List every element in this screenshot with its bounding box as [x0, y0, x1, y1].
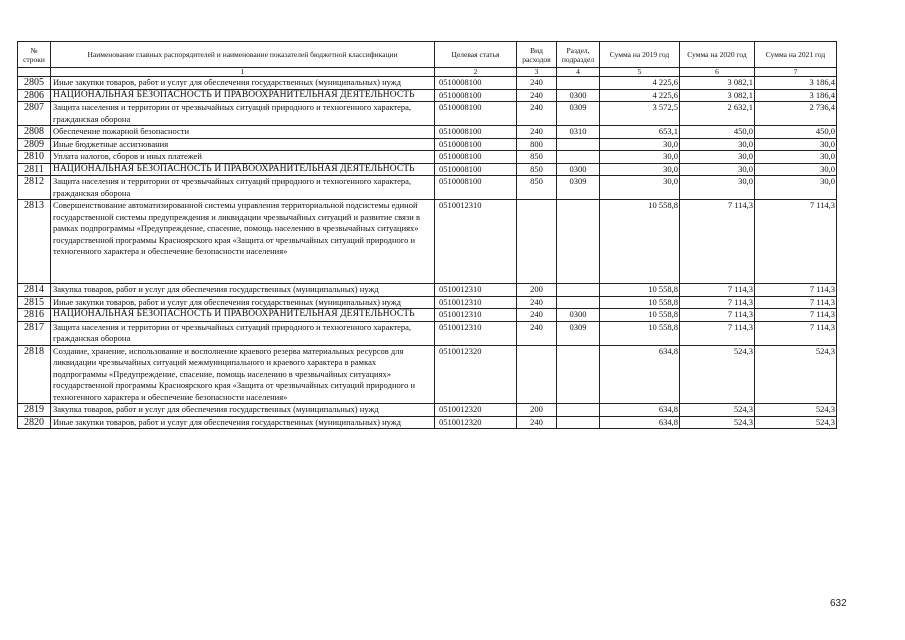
column-number: 3	[517, 68, 557, 77]
row-sum-2019: 4 225,6	[600, 89, 680, 102]
row-target-article: 0510008100	[435, 126, 517, 139]
row-expense-type: 240	[517, 102, 557, 126]
row-sum-2019: 10 558,8	[600, 309, 680, 322]
row-expense-type: 240	[517, 77, 557, 90]
row-target-article: 0510012320	[435, 345, 517, 404]
row-name: Уплата налогов, сборов и иных платежей	[51, 151, 435, 164]
row-section	[557, 138, 600, 151]
row-sum-2019: 10 558,8	[600, 200, 680, 284]
row-name: Защита населения и территории от чрезвычайных ситуаций природного и техногенного характера, гражданская оборона	[51, 102, 435, 126]
row-number: 2816	[18, 309, 51, 322]
table-row	[18, 176, 837, 200]
header-sum-2020: Сумма на 2020 год	[680, 42, 755, 68]
row-sum-2019: 10 558,8	[600, 284, 680, 297]
row-expense-type: 200	[517, 284, 557, 297]
row-name: Иные закупки товаров, работ и услуг для обеспечения государственных (муниципальных) нужд	[51, 416, 435, 429]
row-section	[557, 77, 600, 90]
row-section	[557, 345, 600, 404]
table-row	[18, 321, 837, 345]
row-sum-2020: 7 114,3	[680, 284, 755, 297]
row-target-article: 0510008100	[435, 102, 517, 126]
row-section: 0309	[557, 176, 600, 200]
row-number: 2807	[18, 102, 51, 126]
row-expense-type: 240	[517, 126, 557, 139]
row-sum-2019: 30,0	[600, 176, 680, 200]
row-name: Обеспечение пожарной безопасности	[51, 126, 435, 139]
row-sum-2019: 30,0	[600, 163, 680, 176]
table-row	[18, 151, 837, 164]
row-number: 2815	[18, 296, 51, 309]
row-number: 2812	[18, 176, 51, 200]
row-sum-2020: 30,0	[680, 163, 755, 176]
column-numbers-row	[18, 68, 837, 77]
row-sum-2021: 524,3	[755, 345, 837, 404]
row-name: Защита населения и территории от чрезвычайных ситуаций природного и техногенного характера, гражданская оборона	[51, 321, 435, 345]
row-target-article: 0510008100	[435, 176, 517, 200]
row-section: 0310	[557, 126, 600, 139]
table-row	[18, 102, 837, 126]
table-body	[18, 77, 837, 429]
row-expense-type	[517, 345, 557, 404]
row-name: Защита населения и территории от чрезвычайных ситуаций природного и техногенного характера, гражданская оборона	[51, 176, 435, 200]
row-target-article: 0510008100	[435, 89, 517, 102]
table-row	[18, 200, 837, 284]
table-row	[18, 126, 837, 139]
row-sum-2019: 10 558,8	[600, 296, 680, 309]
row-number: 2813	[18, 200, 51, 284]
row-section	[557, 296, 600, 309]
row-section	[557, 284, 600, 297]
row-expense-type: 240	[517, 321, 557, 345]
row-sum-2020: 30,0	[680, 151, 755, 164]
row-sum-2021: 3 186,4	[755, 89, 837, 102]
row-sum-2021: 7 114,3	[755, 296, 837, 309]
column-number: 6	[680, 68, 755, 77]
row-sum-2020: 3 082,1	[680, 89, 755, 102]
header-vid: Вид расходов	[517, 42, 557, 68]
row-sum-2019: 634,8	[600, 404, 680, 417]
row-section: 0300	[557, 163, 600, 176]
table-row	[18, 416, 837, 429]
table-row	[18, 296, 837, 309]
row-sum-2019: 30,0	[600, 151, 680, 164]
row-number: 2817	[18, 321, 51, 345]
row-number: 2820	[18, 416, 51, 429]
column-number: 2	[435, 68, 517, 77]
row-expense-type: 850	[517, 176, 557, 200]
row-sum-2020: 7 114,3	[680, 296, 755, 309]
row-section: 0309	[557, 321, 600, 345]
row-sum-2019: 634,8	[600, 416, 680, 429]
row-sum-2021: 450,0	[755, 126, 837, 139]
row-name: Иные бюджетные ассигнования	[51, 138, 435, 151]
row-expense-type: 240	[517, 416, 557, 429]
row-section: 0300	[557, 309, 600, 322]
row-sum-2021: 30,0	[755, 138, 837, 151]
row-sum-2019: 3 572,5	[600, 102, 680, 126]
row-target-article: 0510012310	[435, 321, 517, 345]
budget-table	[17, 41, 837, 429]
row-sum-2019: 634,8	[600, 345, 680, 404]
row-name: Иные закупки товаров, работ и услуг для обеспечения государственных (муниципальных) нужд	[51, 77, 435, 90]
row-number: 2809	[18, 138, 51, 151]
row-expense-type: 240	[517, 309, 557, 322]
row-name: Закупка товаров, работ и услуг для обеспечения государственных (муниципальных) нужд	[51, 284, 435, 297]
column-number	[18, 68, 51, 77]
row-name: Иные закупки товаров, работ и услуг для обеспечения государственных (муниципальных) нужд	[51, 296, 435, 309]
row-sum-2020: 30,0	[680, 176, 755, 200]
row-number: 2811	[18, 163, 51, 176]
row-sum-2019: 653,1	[600, 126, 680, 139]
row-section	[557, 200, 600, 284]
row-name: Закупка товаров, работ и услуг для обеспечения государственных (муниципальных) нужд	[51, 404, 435, 417]
row-sum-2020: 524,3	[680, 404, 755, 417]
row-expense-type: 200	[517, 404, 557, 417]
table-row	[18, 77, 837, 90]
row-expense-type: 850	[517, 163, 557, 176]
row-sum-2021: 7 114,3	[755, 284, 837, 297]
row-target-article: 0510012320	[435, 404, 517, 417]
row-name: Совершенствование автоматизированной системы управления территориальной подсистемы единой государственной системы предупреждения и ликвидации чрезвычайных ситуаций и развитие связи в рамках подпрограммы «Предупреждение, спасение, помощь населению в чрезвычайных ситуациях» государственной программы Красноярского края «Защита от чрезвычайных ситуаций природного и техногенного характера и обеспечение безопасности населения»	[51, 200, 435, 284]
column-number: 7	[755, 68, 837, 77]
row-sum-2020: 2 632,1	[680, 102, 755, 126]
table-row	[18, 138, 837, 151]
row-target-article: 0510008100	[435, 151, 517, 164]
row-number: 2814	[18, 284, 51, 297]
row-section	[557, 416, 600, 429]
row-section: 0309	[557, 102, 600, 126]
row-name: НАЦИОНАЛЬНАЯ БЕЗОПАСНОСТЬ И ПРАВООХРАНИТЕЛЬНАЯ ДЕЯТЕЛЬНОСТЬ	[51, 163, 435, 176]
row-name: НАЦИОНАЛЬНАЯ БЕЗОПАСНОСТЬ И ПРАВООХРАНИТЕЛЬНАЯ ДЕЯТЕЛЬНОСТЬ	[51, 309, 435, 322]
row-target-article: 0510012310	[435, 200, 517, 284]
column-number: 4	[557, 68, 600, 77]
header-row	[18, 42, 837, 68]
row-target-article: 0510008100	[435, 77, 517, 90]
row-section	[557, 151, 600, 164]
row-sum-2020: 30,0	[680, 138, 755, 151]
row-expense-type: 850	[517, 151, 557, 164]
header-name: Наименование главных распорядителей и наименование показателей бюджетной классификации	[51, 42, 435, 68]
row-sum-2020: 524,3	[680, 416, 755, 429]
row-sum-2021: 7 114,3	[755, 309, 837, 322]
row-expense-type: 240	[517, 296, 557, 309]
header-sum-2021: Сумма на 2021 год	[755, 42, 837, 68]
row-target-article: 0510012310	[435, 284, 517, 297]
header-target: Целевая статья	[435, 42, 517, 68]
row-sum-2021: 7 114,3	[755, 321, 837, 345]
row-sum-2021: 3 186,4	[755, 77, 837, 90]
table-row	[18, 89, 837, 102]
row-name: НАЦИОНАЛЬНАЯ БЕЗОПАСНОСТЬ И ПРАВООХРАНИТЕЛЬНАЯ ДЕЯТЕЛЬНОСТЬ	[51, 89, 435, 102]
row-sum-2021: 30,0	[755, 151, 837, 164]
header-sum-2019: Сумма на 2019 год	[600, 42, 680, 68]
row-name: Создание, хранение, использование и восполнение краевого резерва материальных ресурсов для ликвидации чрезвычайных ситуаций межмуниципального и краевого характера в рамках подпрограммы «Предупреждение, спасение, помощь населению в чрезвычайных ситуациях» государственной программы Красноярского края «Защита от чрезвычайных ситуаций природного и техногенного характера и обеспечение безопасности населения»	[51, 345, 435, 404]
row-sum-2021: 30,0	[755, 163, 837, 176]
table-row	[18, 163, 837, 176]
row-number: 2819	[18, 404, 51, 417]
row-sum-2020: 7 114,3	[680, 200, 755, 284]
header-razdel: Раздел, подраздел	[557, 42, 600, 68]
row-number: 2808	[18, 126, 51, 139]
page-number: 632	[830, 598, 847, 609]
row-section: 0300	[557, 89, 600, 102]
row-expense-type	[517, 200, 557, 284]
row-sum-2021: 7 114,3	[755, 200, 837, 284]
row-number: 2810	[18, 151, 51, 164]
row-sum-2021: 524,3	[755, 404, 837, 417]
row-expense-type: 800	[517, 138, 557, 151]
row-expense-type: 240	[517, 89, 557, 102]
row-sum-2021: 2 736,4	[755, 102, 837, 126]
row-target-article: 0510012310	[435, 296, 517, 309]
row-target-article: 0510008100	[435, 138, 517, 151]
row-target-article: 0510012310	[435, 309, 517, 322]
row-sum-2020: 7 114,3	[680, 321, 755, 345]
row-sum-2021: 524,3	[755, 416, 837, 429]
column-number: 5	[600, 68, 680, 77]
row-sum-2020: 7 114,3	[680, 309, 755, 322]
row-sum-2020: 450,0	[680, 126, 755, 139]
table-row	[18, 309, 837, 322]
row-sum-2020: 3 082,1	[680, 77, 755, 90]
table-row	[18, 284, 837, 297]
table-row	[18, 345, 837, 404]
column-number: 1	[51, 68, 435, 77]
row-sum-2019: 10 558,8	[600, 321, 680, 345]
row-number: 2805	[18, 77, 51, 90]
row-target-article: 0510008100	[435, 163, 517, 176]
row-sum-2019: 4 225,6	[600, 77, 680, 90]
header-num: № строки	[18, 42, 51, 68]
row-target-article: 0510012320	[435, 416, 517, 429]
row-section	[557, 404, 600, 417]
table-row	[18, 404, 837, 417]
row-sum-2020: 524,3	[680, 345, 755, 404]
row-number: 2818	[18, 345, 51, 404]
row-sum-2021: 30,0	[755, 176, 837, 200]
row-number: 2806	[18, 89, 51, 102]
row-sum-2019: 30,0	[600, 138, 680, 151]
